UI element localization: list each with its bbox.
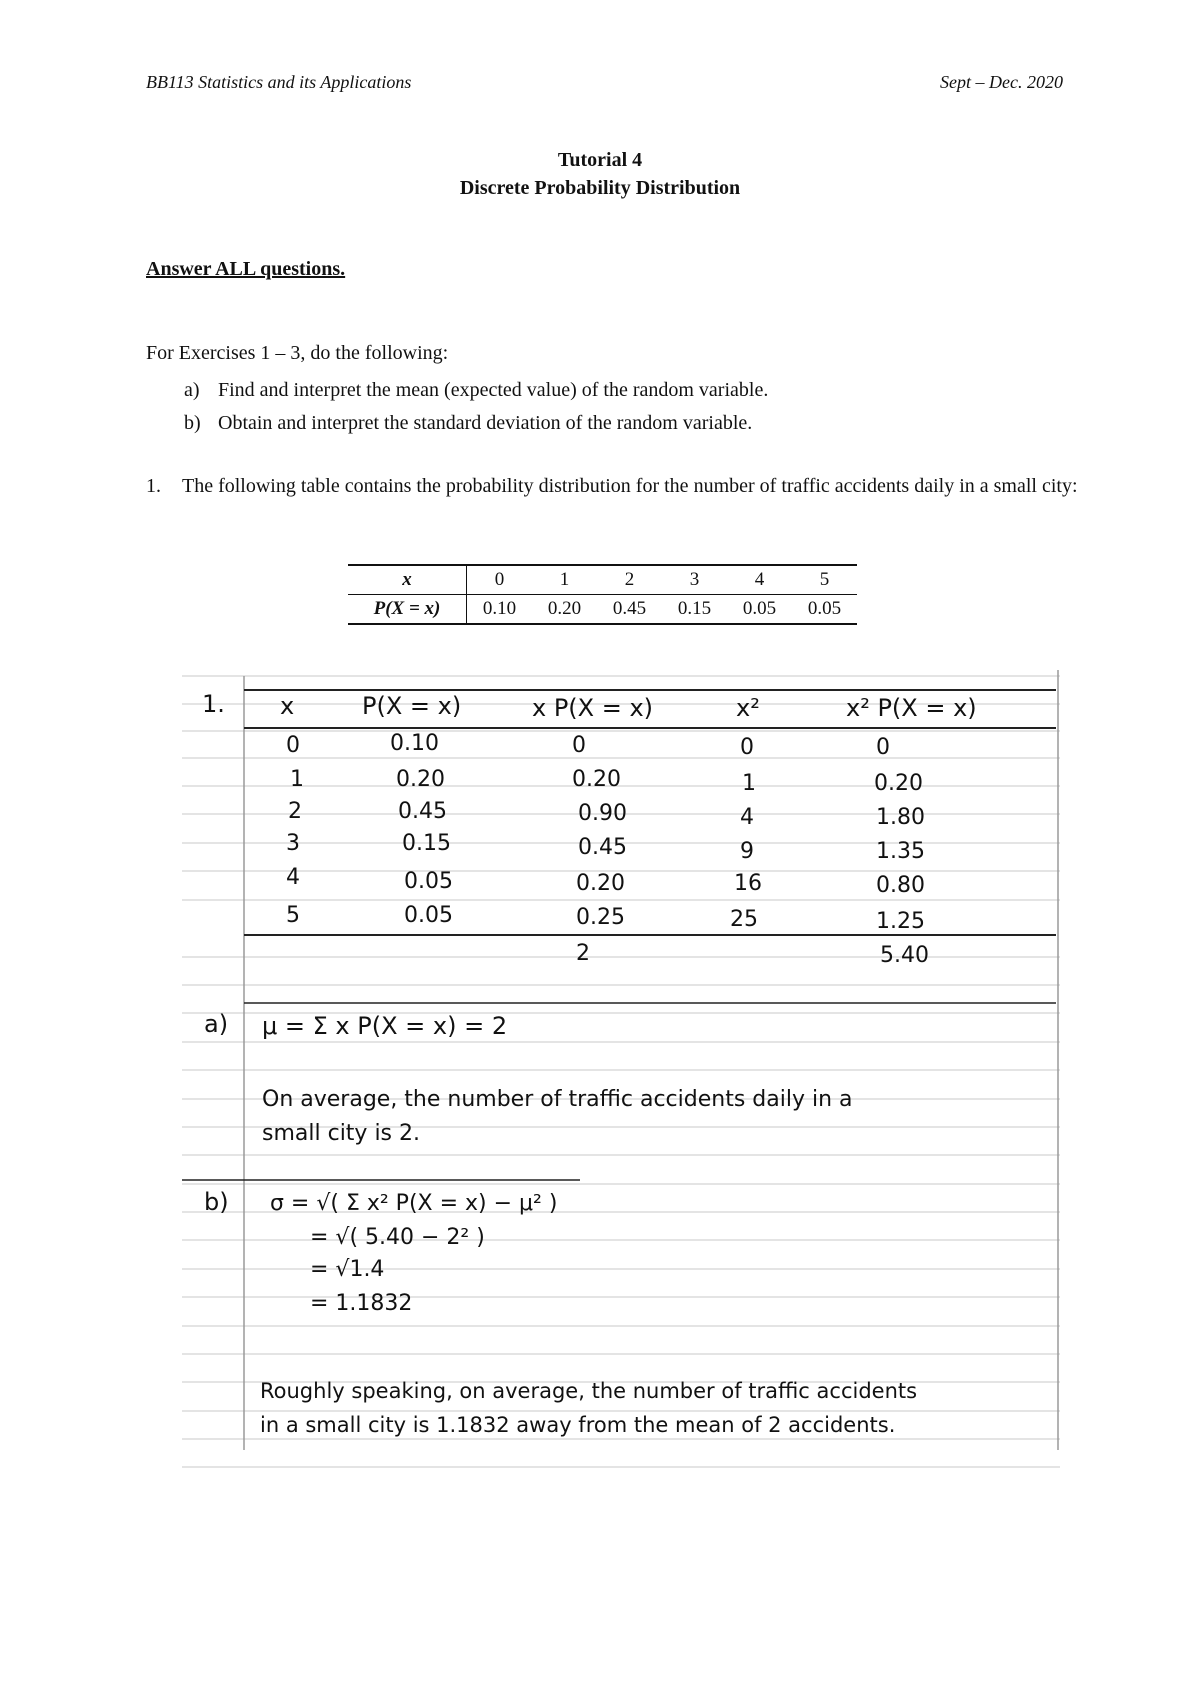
- hw-cell: 0.45: [578, 835, 627, 860]
- hw-mean-formula: μ = Σ x P(X = x) = 2: [262, 1012, 508, 1040]
- hw-total-xp: 2: [576, 941, 590, 966]
- question-number: 1.: [146, 475, 161, 497]
- p-value: 0.05: [792, 595, 857, 625]
- hw-mean-interpretation-2: small city is 2.: [262, 1121, 420, 1146]
- hw-sd-step-1: σ = √( Σ x² P(X = x) − μ² ): [270, 1191, 558, 1216]
- hw-table-headers: [280, 692, 977, 722]
- hw-part-a-label: a): [204, 1010, 229, 1038]
- x-row-header: x: [348, 565, 467, 595]
- hw-sd-step-2: = √( 5.40 − 2² ): [310, 1225, 485, 1250]
- course-header: BB113 Statistics and its Applications: [146, 72, 412, 92]
- hw-part-b-label: b): [204, 1188, 229, 1216]
- ruled-lines: [182, 676, 1060, 1467]
- hw-cell: 0.45: [398, 799, 447, 824]
- probability-row-header: P(X = x): [348, 595, 467, 625]
- hw-row: [286, 865, 925, 898]
- hw-cell: 1: [290, 767, 304, 792]
- hw-cell: 0.05: [404, 903, 453, 928]
- hw-part-a: [204, 1010, 853, 1146]
- hw-row: [290, 767, 923, 796]
- hw-question-label: 1.: [202, 690, 225, 718]
- hw-row: [286, 903, 925, 934]
- hw-cell: 4: [286, 865, 300, 890]
- hw-cell: 0.20: [396, 767, 445, 792]
- hw-header-xp: x P(X = x): [532, 694, 654, 722]
- x-value: 5: [792, 565, 857, 595]
- hw-table-rows: [286, 731, 929, 968]
- hw-cell: 25: [730, 907, 758, 932]
- hw-cell: 0: [740, 735, 754, 760]
- hw-cell: 16: [734, 871, 762, 896]
- hw-header-p: P(X = x): [362, 692, 462, 720]
- task-text: Obtain and interpret the standard deviation of the random variable.: [218, 412, 753, 434]
- hw-header-x2p: x² P(X = x): [846, 694, 977, 722]
- hw-cell: 1: [742, 771, 756, 796]
- question-text: The following table contains the probability distribution for the number of traffic accidents daily in a small city:: [182, 475, 1078, 497]
- hw-sd-interpretation-1: Roughly speaking, on average, the number of traffic accidents: [260, 1379, 918, 1403]
- hw-cell: 9: [740, 839, 754, 864]
- tutorial-title: Tutorial 4: [557, 149, 643, 171]
- handwritten-table-rules: [244, 690, 1056, 935]
- hw-cell: 0.90: [578, 801, 627, 826]
- hw-cell: 0: [286, 733, 300, 758]
- hw-cell: 1.35: [876, 839, 925, 864]
- hw-cell: 1.80: [876, 805, 925, 830]
- hw-cell: 1.25: [876, 909, 925, 934]
- hw-cell: 0.20: [576, 871, 625, 896]
- hw-cell: 2: [288, 799, 302, 824]
- intro-text: For Exercises 1 – 3, do the following:: [146, 342, 449, 364]
- x-value: 0: [467, 565, 533, 595]
- task-text: Find and interpret the mean (expected value) of the random variable.: [218, 379, 769, 401]
- hw-cell: 0.25: [576, 905, 625, 930]
- hw-cell: 3: [286, 831, 300, 856]
- p-value: 0.15: [662, 595, 727, 625]
- tutorial-subtitle: Discrete Probability Distribution: [459, 177, 741, 199]
- hw-totals-row: [576, 941, 929, 968]
- hw-row: [286, 831, 925, 864]
- hw-cell: 0.15: [402, 831, 451, 856]
- x-value: 2: [597, 565, 662, 595]
- hw-cell: 0: [876, 735, 890, 760]
- instruction: Answer ALL questions.: [146, 258, 346, 280]
- hw-cell: 0.20: [572, 767, 621, 792]
- p-value: 0.10: [467, 595, 533, 625]
- hw-cell: 0.10: [390, 731, 439, 756]
- p-value: 0.20: [532, 595, 597, 625]
- hw-cell: 0.20: [874, 771, 923, 796]
- p-value: 0.45: [597, 595, 662, 625]
- hw-total-x2p: 5.40: [880, 943, 929, 968]
- x-value: 1: [532, 565, 597, 595]
- hw-mean-interpretation-1: On average, the number of traffic accidents daily in a: [262, 1087, 853, 1112]
- hw-cell: 5: [286, 903, 300, 928]
- p-value: 0.05: [727, 595, 792, 625]
- x-value: 3: [662, 565, 727, 595]
- hw-cell: 0: [572, 733, 586, 758]
- hw-cell: 0.05: [404, 869, 453, 894]
- hw-sd-interpretation-2: in a small city is 1.1832 away from the mean of 2 accidents.: [260, 1413, 896, 1437]
- hw-cell: 0.80: [876, 873, 925, 898]
- term-header: Sept – Dec. 2020: [940, 72, 1063, 92]
- task-label: a): [184, 379, 200, 401]
- task-label: b): [184, 412, 201, 434]
- hw-header-x2: x²: [736, 694, 760, 722]
- x-value: 4: [727, 565, 792, 595]
- hw-sd-step-4: = 1.1832: [310, 1291, 413, 1316]
- hw-cell: 4: [740, 805, 754, 830]
- hw-row: [286, 731, 890, 760]
- hw-header-x: x: [280, 692, 295, 720]
- hw-sd-step-3: = √1.4: [310, 1257, 385, 1282]
- hw-part-b: [204, 1188, 917, 1437]
